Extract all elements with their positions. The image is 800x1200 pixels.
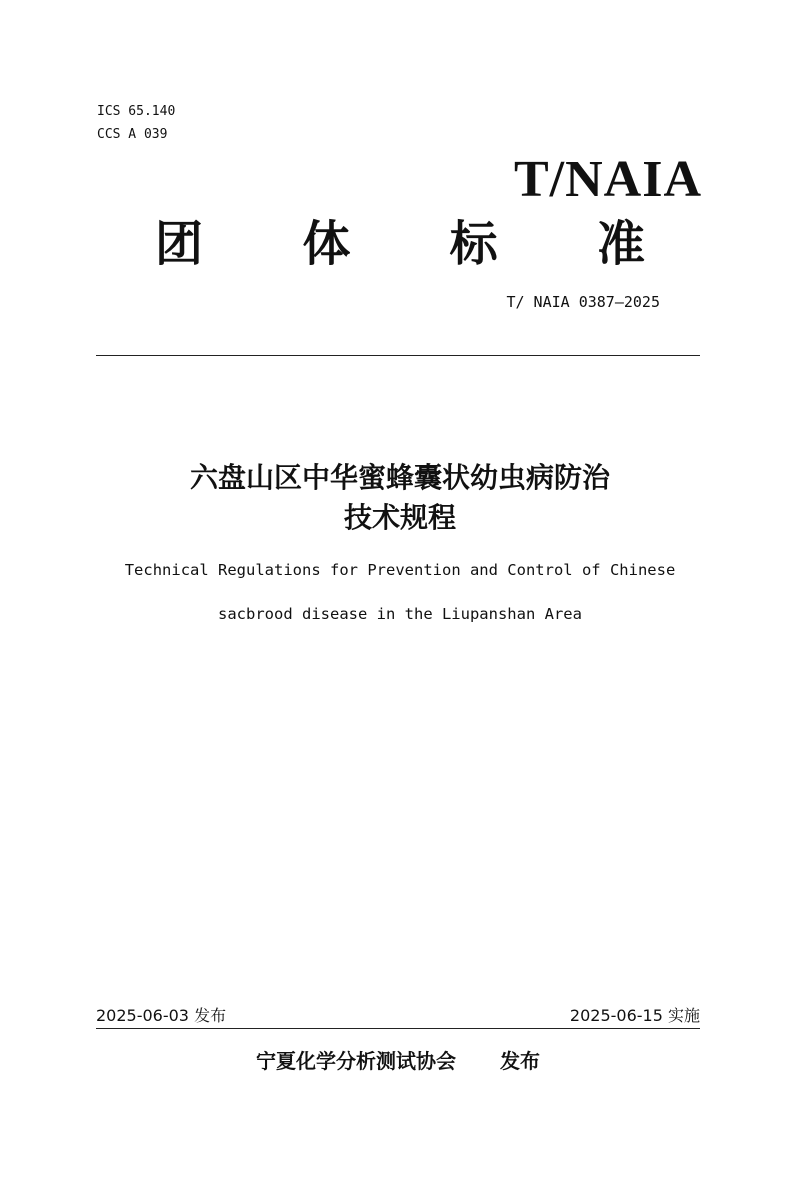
ics-code: ICS 65.140 <box>97 104 176 119</box>
implement-date: 2025-06-15 实施 <box>569 1006 700 1025</box>
standard-type-char-3: 标 <box>449 216 498 272</box>
issuer-action: 发布 <box>500 1049 540 1073</box>
standard-type-char-2: 体 <box>302 216 351 272</box>
document-title-zh <box>100 458 700 538</box>
title-en-line-2: sacbrood disease in the Liupanshan Area <box>218 605 582 623</box>
standard-type-heading <box>155 212 645 276</box>
ccs-code: CCS A 039 <box>97 127 168 142</box>
brand-mark: T/NAIA <box>513 151 702 208</box>
title-en-line-1: Technical Regulations for Prevention and Control of Chinese <box>124 561 676 579</box>
standard-type-char-1: 团 <box>155 216 204 272</box>
publish-date: 2025-06-03 发布 <box>96 1006 227 1025</box>
standard-number: T/ NAIA 0387—2025 <box>506 293 660 311</box>
bottom-divider <box>96 1028 700 1029</box>
title-zh-line-1: 六盘山区中华蜜蜂囊状幼虫病防治 <box>189 461 610 494</box>
issuer-name: 宁夏化学分析测试协会 <box>256 1049 456 1073</box>
standard-type-char-4: 准 <box>596 216 645 272</box>
top-divider <box>96 355 700 356</box>
title-zh-line-2: 技术规程 <box>343 501 456 534</box>
